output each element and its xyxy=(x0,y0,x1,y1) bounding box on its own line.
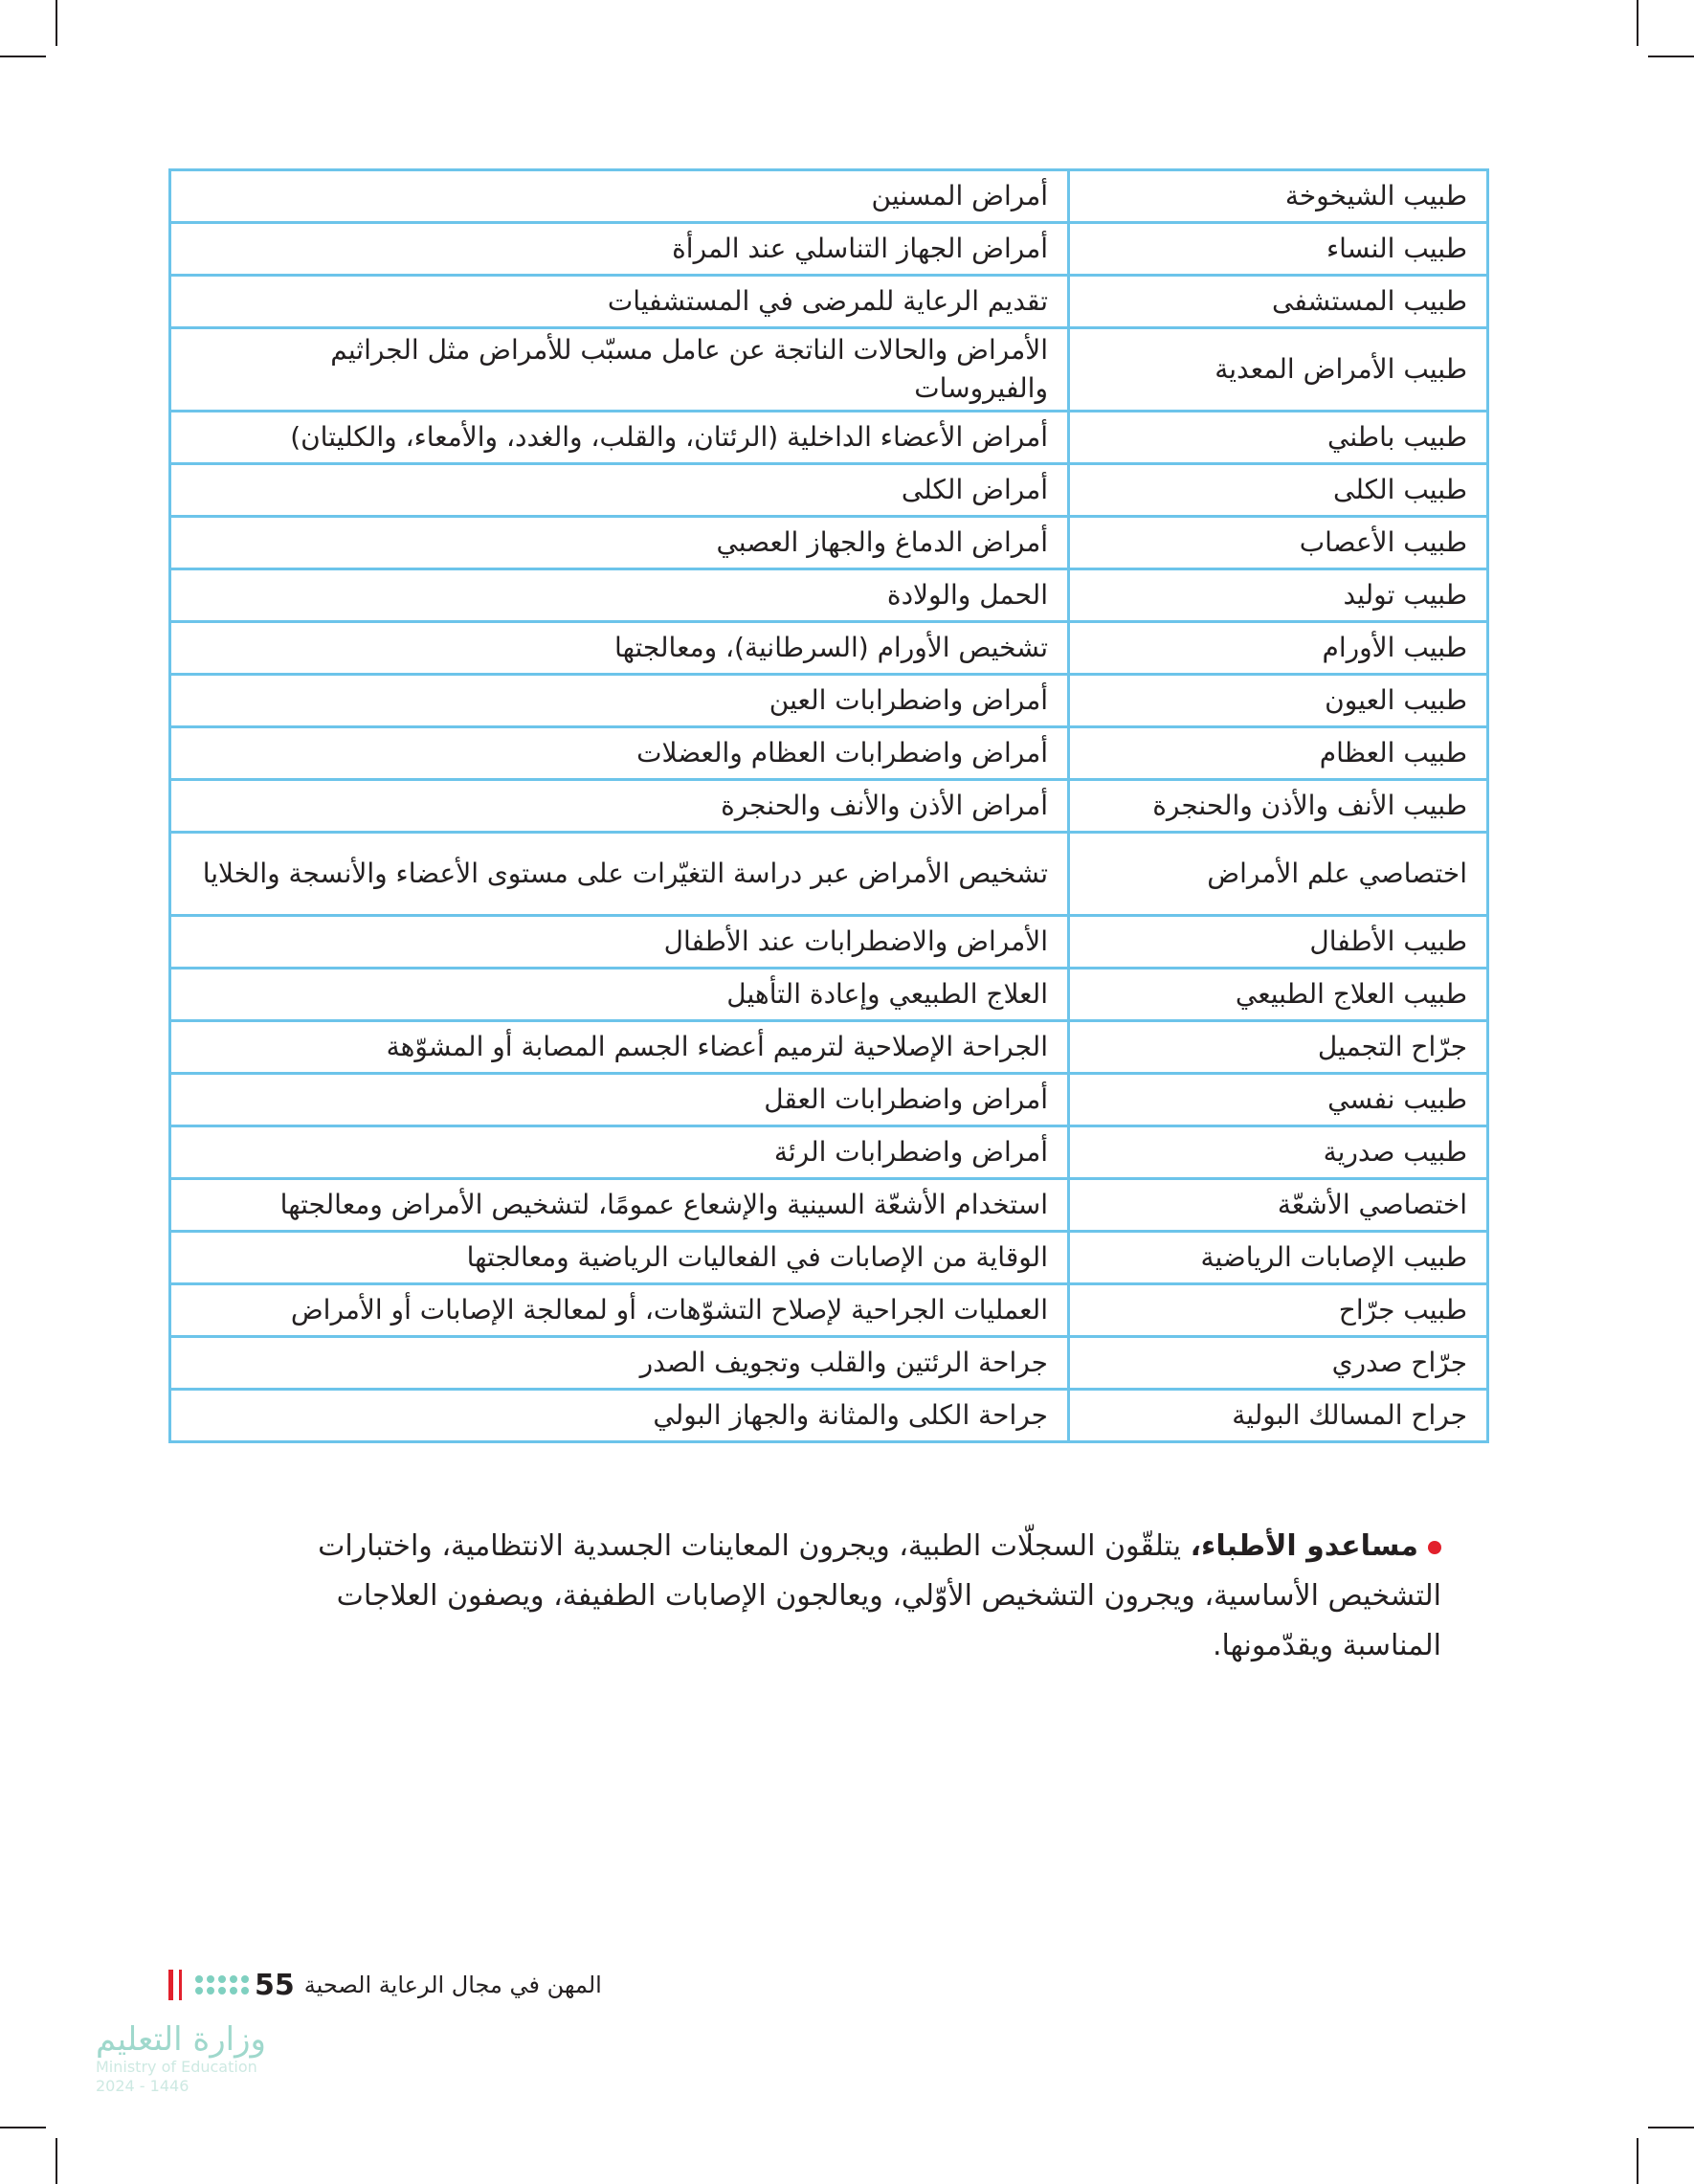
table-row xyxy=(170,1337,1488,1390)
table-row xyxy=(170,833,1488,916)
specialty-cell: طبيب الأنف والأذن والحنجرة xyxy=(1069,780,1488,833)
table-row xyxy=(170,675,1488,727)
table-row xyxy=(170,328,1488,412)
description-cell: الوقاية من الإصابات في الفعاليات الرياضية ومعالجتها xyxy=(170,1232,1069,1284)
crop-mark xyxy=(56,0,57,46)
specialties-table xyxy=(168,168,1489,1443)
table-row xyxy=(170,1126,1488,1179)
description-cell: جراحة الرئتين والقلب وتجويف الصدر xyxy=(170,1337,1069,1390)
description-cell: أمراض الأذن والأنف والحنجرة xyxy=(170,780,1069,833)
specialty-cell: طبيب الأورام xyxy=(1069,622,1488,675)
specialty-cell: طبيب الأطفال xyxy=(1069,916,1488,969)
specialty-cell: طبيب توليد xyxy=(1069,569,1488,622)
table-row xyxy=(170,727,1488,780)
physician-assistants-paragraph xyxy=(245,1522,1441,1671)
specialty-cell: جرّاح التجميل xyxy=(1069,1021,1488,1074)
ministry-watermark xyxy=(96,2021,266,2096)
description-cell: أمراض الدماغ والجهاز العصبي xyxy=(170,517,1069,569)
specialty-cell: جرّاح صدري xyxy=(1069,1337,1488,1390)
specialty-cell: طبيب صدرية xyxy=(1069,1126,1488,1179)
description-cell: أمراض الكلى xyxy=(170,464,1069,517)
table-row xyxy=(170,517,1488,569)
bullet-text: يتلقّون السجلّات الطبية، ويجرون المعاينات الجسدية الانتظامية، واختبارات التشخيص الأساسية، ويجرون التشخيص الأوّلي، ويعالجون الإصابات الطفيفة، ويصفون العلاجات المناسبة ويقدّمونها. xyxy=(318,1529,1441,1662)
specialty-cell: طبيب النساء xyxy=(1069,223,1488,276)
crop-mark xyxy=(1648,56,1694,57)
ministry-english: Ministry of Education xyxy=(96,2058,257,2076)
table-row xyxy=(170,1179,1488,1232)
description-cell: تقديم الرعاية للمرضى في المستشفيات xyxy=(170,276,1069,328)
table-row xyxy=(170,276,1488,328)
table-row xyxy=(170,170,1488,223)
description-cell: أمراض واضطرابات العقل xyxy=(170,1074,1069,1126)
table-row xyxy=(170,1074,1488,1126)
specialty-cell: طبيب باطني xyxy=(1069,412,1488,464)
ministry-arabic: وزارة التعليم xyxy=(96,2020,266,2059)
footer-red-bar xyxy=(168,1970,173,2000)
description-cell: أمراض الأعضاء الداخلية (الرئتان، والقلب، والغدد، والأمعاء، والكليتان) xyxy=(170,412,1069,464)
specialty-cell: طبيب الشيخوخة xyxy=(1069,170,1488,223)
description-cell: تشخيص الأمراض عبر دراسة التغيّرات على مستوى الأعضاء والأنسجة والخلايا xyxy=(170,833,1069,916)
specialty-cell: طبيب جرّاح xyxy=(1069,1284,1488,1337)
description-cell: العمليات الجراحية لإصلاح التشوّهات، أو لمعالجة الإصابات أو الأمراض xyxy=(170,1284,1069,1337)
specialty-cell: طبيب الإصابات الرياضية xyxy=(1069,1232,1488,1284)
ministry-year: 2024 - 1446 xyxy=(96,2077,189,2095)
description-cell: أمراض واضطرابات الرئة xyxy=(170,1126,1069,1179)
crop-mark xyxy=(0,2127,46,2128)
specialty-cell: طبيب الأمراض المعدية xyxy=(1069,328,1488,412)
specialty-cell: طبيب العلاج الطبيعي xyxy=(1069,969,1488,1021)
crop-mark xyxy=(1637,2138,1638,2184)
description-cell: جراحة الكلى والمثانة والجهاز البولي xyxy=(170,1390,1069,1442)
table-row xyxy=(170,569,1488,622)
description-cell: استخدام الأشعّة السينية والإشعاع عمومًا، لتشخيص الأمراض ومعالجتها xyxy=(170,1179,1069,1232)
description-cell: أمراض الجهاز التناسلي عند المرأة xyxy=(170,223,1069,276)
description-cell: أمراض واضطرابات العين xyxy=(170,675,1069,727)
bullet-term: مساعدو الأطباء، xyxy=(1190,1529,1418,1563)
specialty-cell: جراح المسالك البولية xyxy=(1069,1390,1488,1442)
page-footer xyxy=(168,1964,602,2006)
description-cell: أمراض المسنين xyxy=(170,170,1069,223)
specialty-cell: اختصاصي علم الأمراض xyxy=(1069,833,1488,916)
table-row xyxy=(170,969,1488,1021)
table-row xyxy=(170,223,1488,276)
specialty-cell: طبيب العظام xyxy=(1069,727,1488,780)
crop-mark xyxy=(0,56,46,57)
page-number: 55 xyxy=(255,1968,295,2002)
table-row xyxy=(170,412,1488,464)
footer-title: المهن في مجال الرعاية الصحية xyxy=(303,1972,602,1998)
description-cell: الجراحة الإصلاحية لترميم أعضاء الجسم المصابة أو المشوّهة xyxy=(170,1021,1069,1074)
table-row xyxy=(170,1021,1488,1074)
table-row xyxy=(170,916,1488,969)
specialty-cell: طبيب الأعصاب xyxy=(1069,517,1488,569)
table-row xyxy=(170,1390,1488,1442)
footer-red-bar-thin xyxy=(179,1970,182,2000)
table-row xyxy=(170,464,1488,517)
description-cell: العلاج الطبيعي وإعادة التأهيل xyxy=(170,969,1069,1021)
specialty-cell: طبيب الكلى xyxy=(1069,464,1488,517)
description-cell: الحمل والولادة xyxy=(170,569,1069,622)
table-row xyxy=(170,780,1488,833)
bullet-icon xyxy=(1428,1541,1441,1554)
dots-logo-icon xyxy=(195,1975,249,1995)
table-row xyxy=(170,1284,1488,1337)
specialty-cell: طبيب المستشفى xyxy=(1069,276,1488,328)
table-row xyxy=(170,622,1488,675)
description-cell: الأمراض والحالات الناتجة عن عامل مسبّب للأمراض مثل الجراثيم والفيروسات xyxy=(170,328,1069,412)
specialty-cell: طبيب نفسي xyxy=(1069,1074,1488,1126)
table-row xyxy=(170,1232,1488,1284)
crop-mark xyxy=(56,2138,57,2184)
specialty-cell: طبيب العيون xyxy=(1069,675,1488,727)
description-cell: الأمراض والاضطرابات عند الأطفال xyxy=(170,916,1069,969)
description-cell: أمراض واضطرابات العظام والعضلات xyxy=(170,727,1069,780)
specialty-cell: اختصاصي الأشعّة xyxy=(1069,1179,1488,1232)
crop-mark xyxy=(1648,2127,1694,2128)
crop-mark xyxy=(1637,0,1638,46)
description-cell: تشخيص الأورام (السرطانية)، ومعالجتها xyxy=(170,622,1069,675)
